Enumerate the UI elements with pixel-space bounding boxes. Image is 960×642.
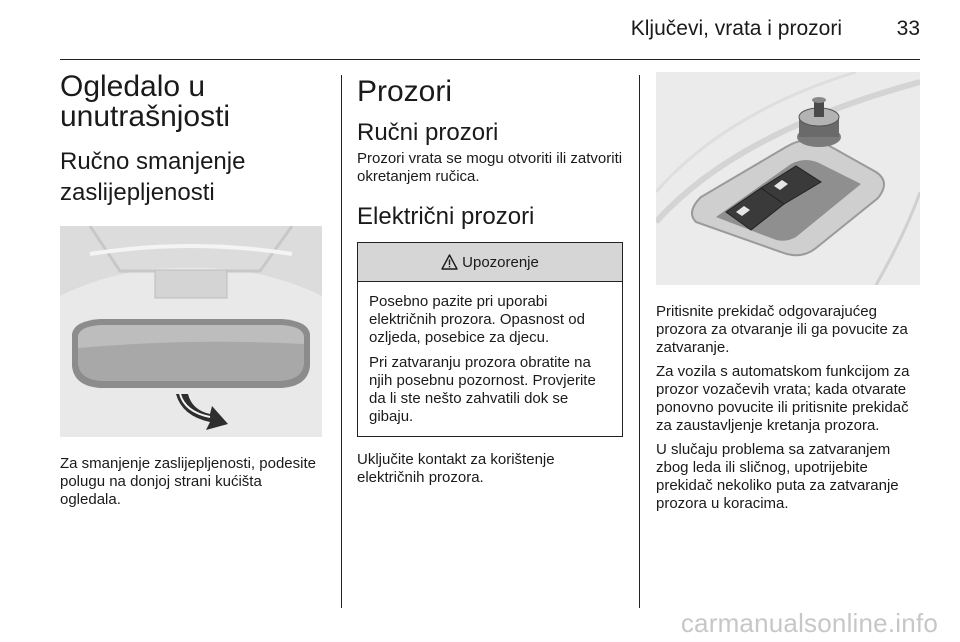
manual-windows-text: Prozori vrata se mogu otvoriti ili zatvoriti okretanjem ručica. <box>357 149 623 185</box>
column-divider-1 <box>341 75 342 608</box>
watermark: carmanualsonline.info <box>680 608 938 638</box>
column-windows <box>357 72 623 487</box>
switch-text-3: U slučaju problema sa zatvaranjem zbog leda ili sličnog, upotrijebite prekidač nekoliko puta za zatvaranje prozora u koracima. <box>656 441 899 512</box>
warning-box <box>357 242 623 437</box>
heading-windows: Prozori <box>357 75 453 108</box>
ignition-text: Uključite kontakt za korištenje električnih prozora. <box>357 451 555 487</box>
subheading-manual-antiglare: Ručno smanjenje zaslijepljenosti <box>60 148 246 207</box>
heading-interior-mirror: Ogledalo u unutrašnjosti <box>60 70 231 133</box>
window-switch-icon <box>656 72 920 285</box>
warning-header <box>358 243 622 282</box>
warning-text-2: Pri zatvaranju prozora obratite na njih posebnu pozornost. Provjerite da li ste nešto zahvatili dok se gibaju. <box>369 354 596 426</box>
subheading-manual-windows: Ručni prozori <box>357 119 499 146</box>
warning-text-1: Posebno pazite pri uporabi električnih prozora. Opasnost od ozljeda, posebice za djecu. <box>369 293 585 347</box>
switch-text-1: Pritisnite prekidač odgovarajućeg prozora za otvaranje ili ga povucite za zatvaranje. <box>656 303 908 356</box>
mirror-illustration <box>60 226 322 437</box>
mirror-caption: Za smanjenje zaslijepljenosti, podesite polugu na donjoj strani kućišta ogledala. <box>60 455 316 509</box>
switch-text-2: Za vozila s automatskom funkcijom za prozor vozačevih vrata; kada otvarate ponovno povucite ili pritisnite prekidač za zaustavljenje kretanja prozora. <box>656 363 910 434</box>
warning-title: Upozorenje <box>462 253 539 271</box>
warning-triangle-icon <box>441 254 458 270</box>
page-number: 33 <box>896 17 920 40</box>
header-rule <box>60 59 920 60</box>
column-divider-2 <box>639 75 640 608</box>
rearview-mirror-icon <box>60 226 322 437</box>
column-mirror <box>60 72 324 509</box>
warning-body <box>358 282 622 436</box>
window-switch-illustration <box>656 72 920 285</box>
section-title: Ključevi, vrata i prozori <box>630 17 842 40</box>
subheading-power-windows: Električni prozori <box>357 202 535 230</box>
column-window-switches <box>656 72 924 513</box>
